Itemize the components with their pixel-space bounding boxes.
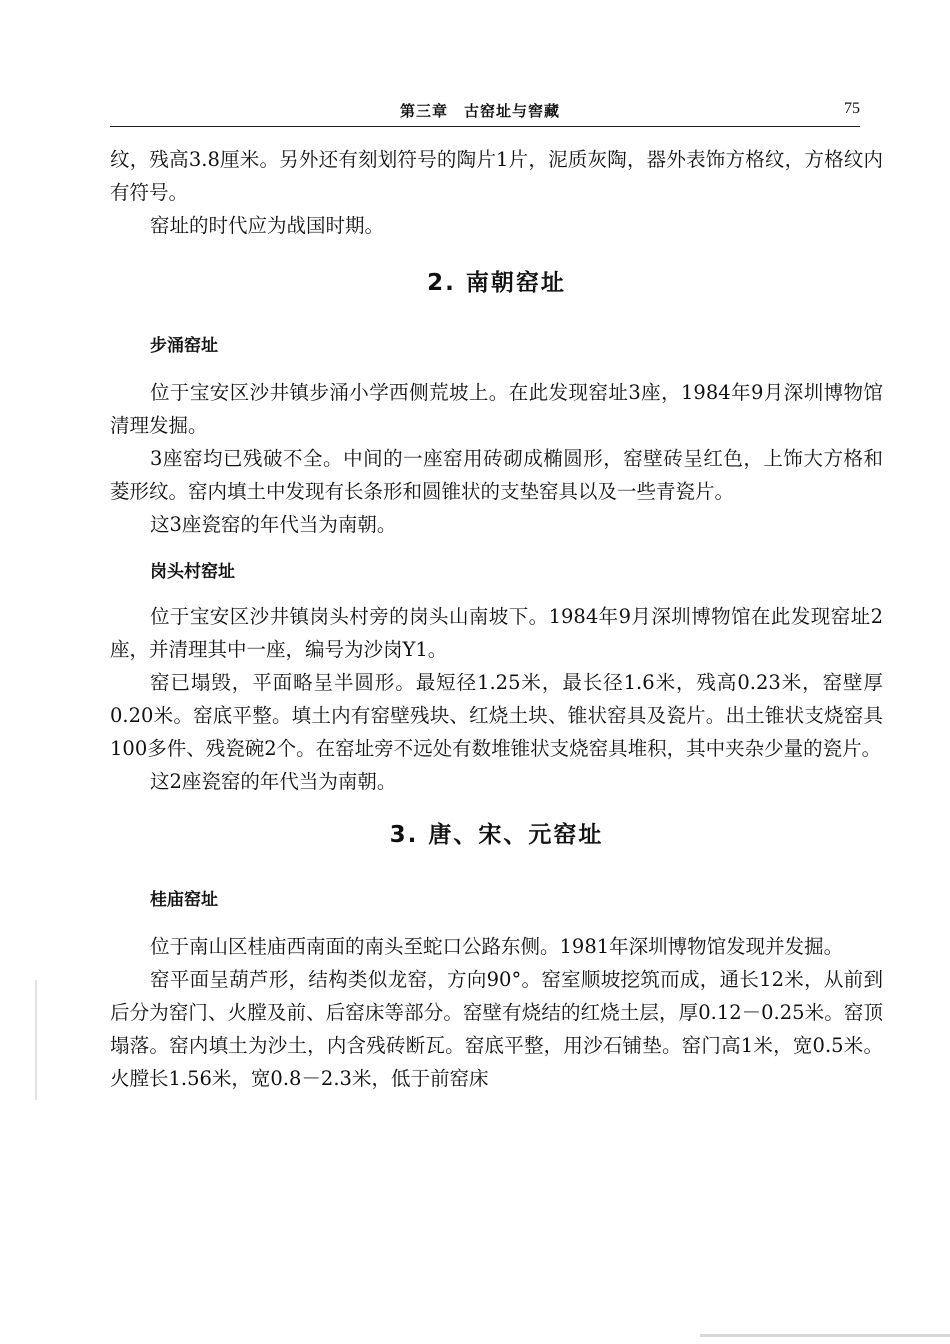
- page-body: [110, 143, 883, 1095]
- subheading-buyong-kiln: 步涌窑址: [150, 336, 218, 356]
- paragraph: 窑已塌毁，平面略呈半圆形。最短径1.25米，最长径1.6米，残高0.23米，窑壁厚0.20米。窑底平整。填土内有窑壁残块、红烧土块、锥状窑具及瓷片。出土锥状支烧窑具100多件、残瓷碗2个。在窑址旁不远处有数堆锥状支烧窑具堆积，其中夹杂少量的瓷片。: [110, 671, 883, 760]
- chapter-title: 第三章 古窑址与窖藏: [400, 102, 561, 120]
- page-number: 75: [844, 100, 860, 117]
- paragraph: 位于南山区桂庙西南面的南头至蛇口公路东侧。1981年深圳博物馆发现并发掘。: [150, 935, 844, 958]
- paragraph: 位于宝安区沙井镇岗头村旁的岗头山南坡下。1984年9月深圳博物馆在此发现窑址2座，并清理其中一座，编号为沙岗Y1。: [110, 605, 883, 661]
- paragraph: 窑平面呈葫芦形，结构类似龙窑，方向90°。窑室顺坡挖筑而成，通长12米，从前到后分为窑门、火膛及前、后窑床等部分。窑壁有烧结的红烧土层，厚0.12－0.25米。窑顶塌落。窑内填土为沙土，内含残砖断瓦。窑底平整，用沙石铺垫。窑门高1米，宽0.5米。火膛长1.56米，宽0.8－2.3米，低于前窑床: [110, 968, 883, 1090]
- paragraph: 这3座瓷窑的年代当为南朝。: [150, 513, 397, 536]
- section-heading-tang-song-yuan: 3. 唐、宋、元窑址: [389, 822, 604, 848]
- subheading-gangtou-kiln: 岗头村窑址: [150, 562, 235, 582]
- subheading-guimiao-kiln: 桂庙窑址: [150, 890, 218, 910]
- paragraph: 位于宝安区沙井镇步涌小学西侧荒坡上。在此发现窑址3座，1984年9月深圳博物馆清理发掘。: [110, 381, 883, 437]
- scan-speck: [700, 1334, 950, 1337]
- running-header: [110, 98, 860, 127]
- scan-speck: [35, 980, 37, 1100]
- paragraph: 这2座瓷窑的年代当为南朝。: [150, 770, 397, 793]
- paragraph: 窑址的时代应为战国时期。: [150, 214, 385, 237]
- paragraph: 纹，残高3.8厘米。另外还有刻划符号的陶片1片，泥质灰陶，器外表饰方格纹，方格纹内有符号。: [110, 148, 883, 204]
- paragraph: 3座窑均已残破不全。中间的一座窑用砖砌成椭圆形，窑壁砖呈红色，上饰大方格和菱形纹。窑内填土中发现有长条形和圆锥状的支垫窑具以及一些青瓷片。: [110, 447, 883, 503]
- section-heading-southern-dynasties: 2. 南朝窑址: [427, 270, 566, 296]
